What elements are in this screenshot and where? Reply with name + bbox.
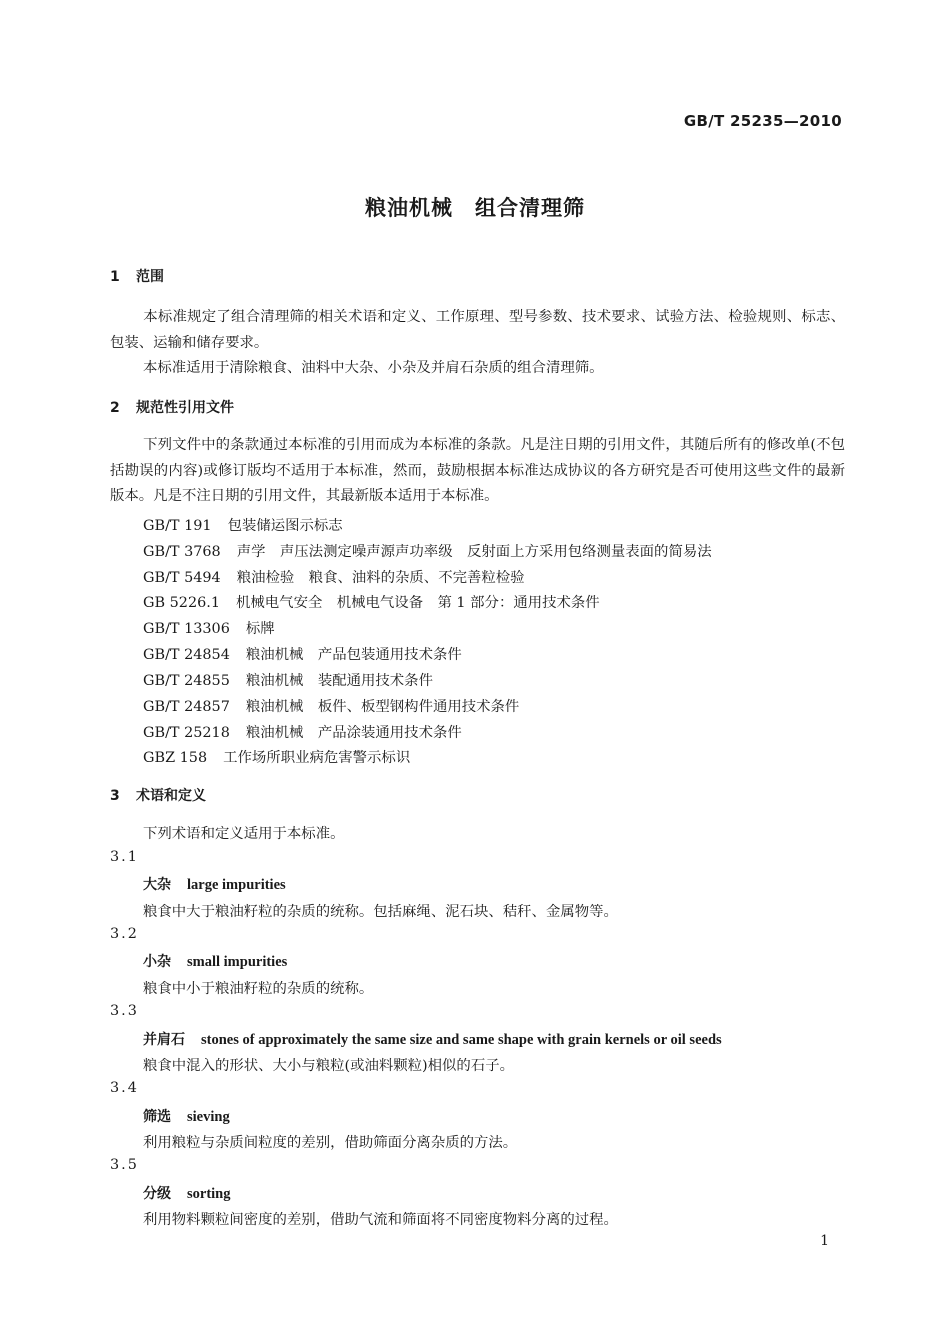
reference-title: 粮油机械 装配通用技术条件 xyxy=(245,673,433,689)
scope-paragraph-2 xyxy=(110,356,845,382)
reference-code: GB/T 25218 xyxy=(143,725,230,741)
reference-item xyxy=(143,669,433,690)
normative-intro-paragraph xyxy=(110,433,845,510)
term-number: 3.3 xyxy=(110,1003,139,1019)
reference-title: 工作场所职业病危害警示标识 xyxy=(223,750,411,766)
term-zh: 小杂 xyxy=(143,954,171,970)
term-en: large impurities xyxy=(187,877,286,893)
term-definition: 粮食中混入的形状、大小与粮粒(或油料颗粒)相似的石子。 xyxy=(143,1058,514,1074)
term-number: 3.1 xyxy=(110,849,139,865)
standard-number: GB/T 25235—2010 xyxy=(683,112,842,130)
document-title: 粮油机械 组合清理筛 xyxy=(365,196,585,220)
term-zh: 并肩石 xyxy=(143,1032,185,1048)
section-title: 规范性引用文件 xyxy=(136,400,234,416)
reference-title: 标牌 xyxy=(245,621,275,637)
reference-item xyxy=(143,514,343,535)
term-definition: 粮食中小于粮油籽粒的杂质的统称。 xyxy=(143,981,374,997)
reference-code: GBZ 158 xyxy=(143,750,208,766)
section-title: 术语和定义 xyxy=(136,788,206,804)
reference-title: 机械电气安全 机械电气设备 第 1 部分：通用技术条件 xyxy=(236,595,600,611)
reference-title: 粮油机械 产品包装通用技术条件 xyxy=(245,647,462,663)
term-en: sieving xyxy=(187,1109,230,1125)
term-en: sorting xyxy=(187,1186,231,1202)
scope-text-2: 本标准适用于清除粮食、油料中大杂、小杂及并肩石杂质的组合清理筛。 xyxy=(143,360,604,376)
term-zh: 大杂 xyxy=(143,877,171,893)
term-en: small impurities xyxy=(187,954,288,970)
reference-code: GB/T 191 xyxy=(143,518,212,534)
section-number: 2 xyxy=(110,400,120,416)
reference-title: 粮油机械 产品涂装通用技术条件 xyxy=(245,725,462,741)
reference-code: GB/T 13306 xyxy=(143,621,230,637)
reference-item xyxy=(143,591,600,612)
term-title xyxy=(143,874,286,894)
term-zh: 筛选 xyxy=(143,1109,171,1125)
reference-title: 粮油检验 粮食、油料的杂质、不完善粒检验 xyxy=(236,570,525,586)
reference-item xyxy=(143,566,525,587)
term-definition: 粮食中大于粮油籽粒的杂质的统称。包括麻绳、泥石块、秸秆、金属物等。 xyxy=(143,904,618,920)
term-title xyxy=(143,1106,230,1126)
page-number: 1 xyxy=(820,1233,829,1249)
term-number: 3.5 xyxy=(110,1157,139,1173)
term-number: 3.4 xyxy=(110,1080,139,1096)
reference-item xyxy=(143,540,712,561)
section-heading-terms xyxy=(110,785,206,805)
scope-text-1: 本标准规定了组合清理筛的相关术语和定义、工作原理、型号参数、技术要求、试验方法、检验规则、标志、包装、运输和储存要求。 xyxy=(110,309,845,351)
reference-title: 粮油机械 板件、板型钢构件通用技术条件 xyxy=(245,699,520,715)
term-title xyxy=(143,1183,231,1203)
section-number: 3 xyxy=(110,788,120,804)
term-definition: 利用粮粒与杂质间粒度的差别，借助筛面分离杂质的方法。 xyxy=(143,1135,518,1151)
term-title xyxy=(143,951,287,971)
reference-item xyxy=(143,746,410,767)
term-title xyxy=(143,1029,722,1049)
reference-code: GB/T 5494 xyxy=(143,570,221,586)
normative-intro-text: 下列文件中的条款通过本标准的引用而成为本标准的条款。凡是注日期的引用文件，其随后所有的修改单(不包括勘误的内容)或修订版均不适用于本标准，然而，鼓励根据本标准达成协议的各方研究是否可使用这些文件的最新版本。凡是不注日期的引用文件，其最新版本适用于本标准。 xyxy=(110,437,845,504)
reference-code: GB/T 24854 xyxy=(143,647,230,663)
reference-code: GB/T 24855 xyxy=(143,673,230,689)
section-heading-normative-references xyxy=(110,397,234,417)
section-heading-scope xyxy=(110,266,164,286)
reference-code: GB 5226.1 xyxy=(143,595,220,611)
reference-title: 声学 声压法测定噪声源声功率级 反射面上方采用包络测量表面的简易法 xyxy=(236,544,712,560)
reference-title: 包装储运图示标志 xyxy=(227,518,343,534)
scope-paragraph-1 xyxy=(110,305,845,356)
term-definition: 利用物料颗粒间密度的差别，借助气流和筛面将不同密度物料分离的过程。 xyxy=(143,1212,618,1228)
reference-item xyxy=(143,643,462,664)
reference-code: GB/T 3768 xyxy=(143,544,221,560)
reference-item xyxy=(143,617,275,638)
reference-item xyxy=(143,721,462,742)
reference-code: GB/T 24857 xyxy=(143,699,230,715)
reference-item xyxy=(143,695,519,716)
section-title: 范围 xyxy=(136,269,164,285)
section-number: 1 xyxy=(110,269,120,285)
term-en: stones of approximately the same size and same shape with grain kernels or oil seeds xyxy=(201,1032,722,1048)
term-number: 3.2 xyxy=(110,926,139,942)
term-zh: 分级 xyxy=(143,1186,171,1202)
terms-intro: 下列术语和定义适用于本标准。 xyxy=(143,826,345,842)
